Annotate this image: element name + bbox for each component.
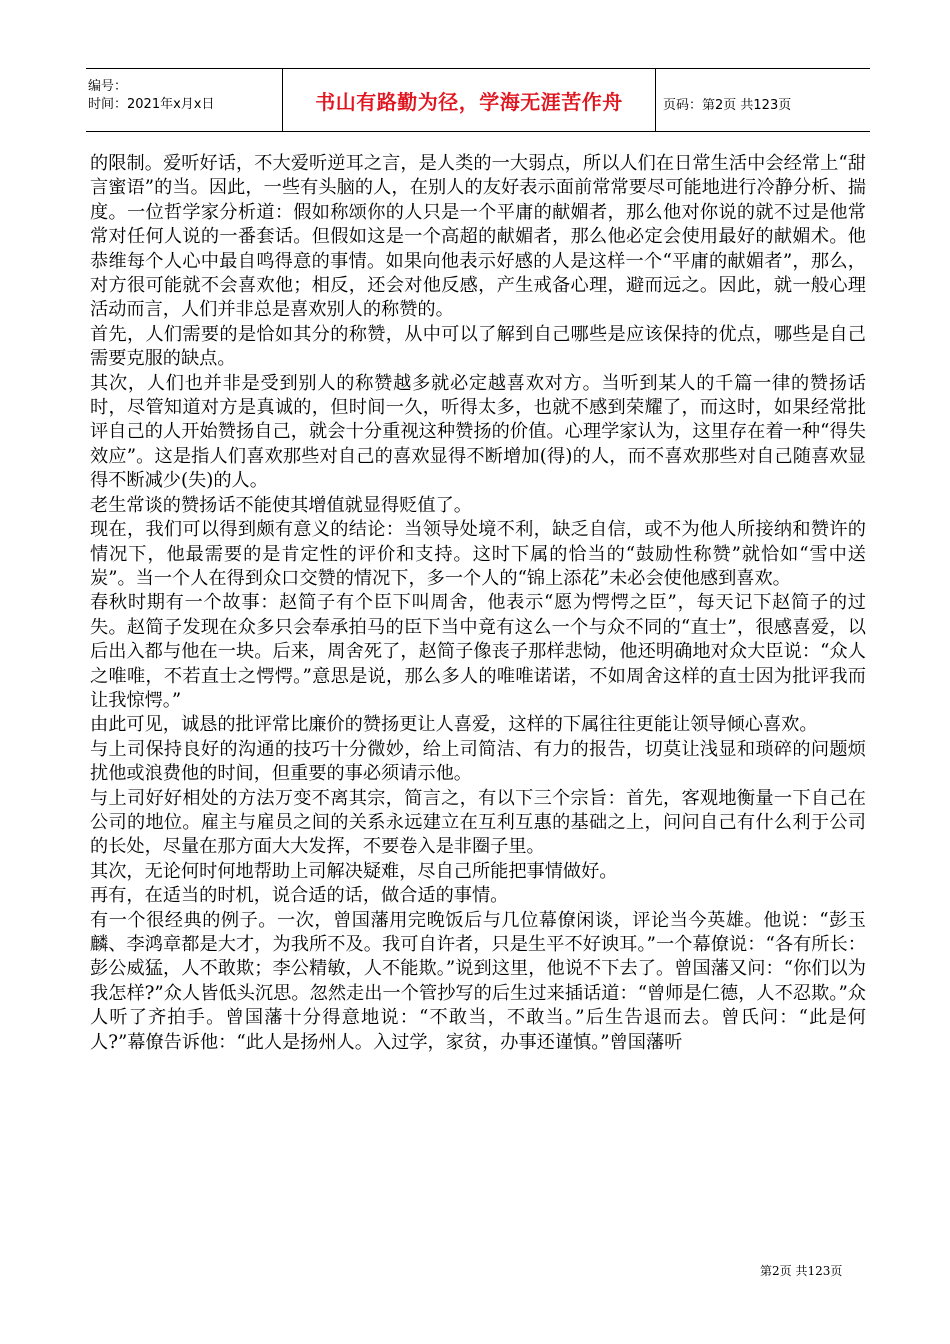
page-number-label: 页码：第2页 共123页 [663, 98, 792, 113]
paragraph: 与上司好好相处的方法万变不离其宗，简言之，有以下三个宗旨：首先，客观地衡量一下自己在公司的地位。雇主与雇员之间的关系永远建立在互利互惠的基础之上，问问自己有什么利于公司的长处，尽量在那方面大大发挥，不要卷入是非圈子里。 [90, 787, 866, 858]
paragraph: 现在，我们可以得到颇有意义的结论：当领导处境不利，缺乏自信，或不为他人所接纳和赞许的情况下，他最需要的是肯定性的评价和支持。这时下属的恰当的“鼓励性称赞”就恰如“雪中送炭”。当一个人在得到众口交赞的情况下，多一个人的“锦上添花”未必会使他感到喜欢。 [90, 519, 866, 589]
header-motto-cell [282, 69, 656, 131]
paragraph: 的限制。爱听好话，不大爱听逆耳之言，是人类的一大弱点，所以人们在日常生活中会经常上“甜言蜜语”的当。因此，一些有头脑的人，在别人的友好表示面前常常要尽可能地进行冷静分析、揣度。一位哲学家分析道：假如称颂你的人只是一个平庸的献媚者，那么他对你说的就不过是他常常对任何人说的一番套话。但假如这是一个高超的献媚者，那么他必定会使用最好的献媚术。他恭维每个人心中最自鸣得意的事情。如果向他表示好感的人是这样一个“平庸的献媚者”，那么，对方很可能就不会喜欢他；相反，还会对他反感，产生戒备心理，避而远之。因此，就一般心理活动而言，人们并非总是喜欢别人的称赞的。 [90, 153, 866, 321]
paragraph: 老生常谈的赞扬话不能使其增值就显得贬值了。 [90, 494, 472, 516]
page-footer: 第2页 共123页 [760, 1264, 843, 1278]
page-header [86, 68, 870, 132]
header-page-cell [655, 69, 870, 131]
paragraph: 与上司保持良好的沟通的技巧十分微妙，给上司简洁、有力的报告，切莫让浅显和琐碎的问题烦扰他或浪费他的时间，但重要的事必须请示他。 [90, 738, 866, 785]
paragraph: 再有，在适当的时机，说合适的话，做合适的事情。 [90, 885, 509, 907]
body-text [90, 152, 866, 1055]
paragraph: 其次，人们也并非是受到别人的称赞越多就必定越喜欢对方。当听到某人的千篇一律的赞扬话时，尽管知道对方是真诚的，但时间一久，听得太多，也就不感到荣耀了，而这时，如果经常批评自己的人开始赞扬自己，就会十分重视这种赞扬的价值。心理学家认为，这里存在着一种“得失效应”。这是指人们喜欢那些对自己的喜欢显得不断增加(得)的人，而不喜欢那些对自己随喜欢显得不断减少(失)的人。 [90, 372, 866, 492]
motto-text: 书山有路勤为径，学海无涯苦作舟 [315, 90, 623, 114]
paragraph: 由此可见，诚恳的批评常比廉价的赞扬更让人喜爱，这样的下属往往更能让领导倾心喜欢。 [90, 714, 818, 736]
paragraph: 其次，无论何时何地帮助上司解决疑难，尽自己所能把事情做好。 [90, 860, 618, 882]
date-label: 时间：2021年x月x日 [88, 97, 215, 112]
paragraph: 首先，人们需要的是恰如其分的称赞，从中可以了解到自己哪些是应该保持的优点，哪些是自己需要克服的缺点。 [90, 323, 866, 370]
number-label: 编号： [88, 79, 128, 94]
paragraph: 春秋时期有一个故事：赵简子有个臣下叫周舍，他表示“愿为愕愕之臣”，每天记下赵简子的过失。赵简子发现在众多只会奉承拍马的臣下当中竟有这么一个与众不同的“直士”，很感喜爱，以后出入都与他在一块。后来，周舍死了，赵简子像丧子那样悲恸，他还明确地对众大臣说：“众人之唯唯，不若直士之愕愕。”意思是说，那么多人的唯唯诺诺，不如周舍这样的直士因为批评我而让我惊愕。” [90, 592, 866, 711]
header-info-cell [86, 69, 282, 131]
paragraph: 有一个很经典的例子。一次，曾国藩用完晚饭后与几位幕僚闲谈，评论当今英雄。他说：“彭玉麟、李鸿章都是大才，为我所不及。我可自许者，只是生平不好谀耳。”一个幕僚说：“各有所长：彭公威猛，人不敢欺；李公精敏，人不能欺。”说到这里，他说不下去了。曾国藩又问：“你们以为我怎样?”众人皆低头沉思。忽然走出一个管抄写的后生过来插话道：“曾师是仁德，人不忍欺。”众人听了齐拍手。曾国藩十分得意地说：“不敢当，不敢当。”后生告退而去。曾氏问：“此是何人?”幕僚告诉他：“此人是扬州人。入过学，家贫，办事还谨慎。”曾国藩听 [90, 909, 866, 1053]
